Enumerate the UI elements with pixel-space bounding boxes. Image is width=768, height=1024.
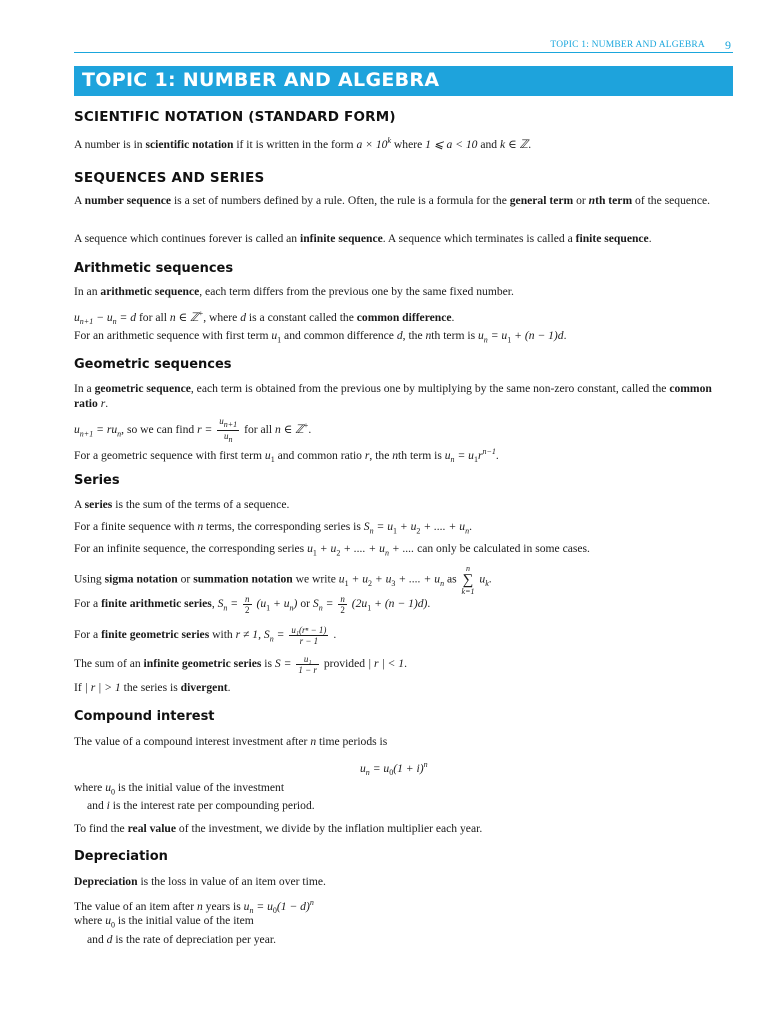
depreciation-and-line: and d is the rate of depreciation per year.	[87, 933, 276, 946]
depreciation-formula-line: The value of an item after n years is $u_n = u_0(1 - d)^n$	[74, 898, 314, 916]
infinite-geometric-formula: The sum of an infinite geometric series is S = $\frac{\text{u₁}}{1 - r}$ provided | r | < 1.	[74, 654, 407, 675]
scientific-notation-definition: A number is in scientific notation if it is written in the form $a \times 10^k$ where 1 ⩽ a < 10 and k ∈ ℤ.	[74, 136, 532, 151]
infinite-series-text: For an infinite sequence, the corresponding series $u_1 + u_2$ + .... + $u_n$ + .... can only be calculated in some cases.	[74, 542, 590, 558]
number-sequence-definition: A number sequence is a set of numbers defined by a rule. Often, the rule is a formula for the general term or nth term of the sequence.	[74, 194, 711, 207]
half-n-fraction: $\frac{n}{2}$	[245, 594, 250, 615]
arithmetic-definition: In an arithmetic sequence, each term differs from the previous one by the same fixed number.	[74, 285, 514, 298]
running-title: TOPIC 1: NUMBER AND ALGEBRA	[550, 40, 705, 50]
page-number: 9	[725, 38, 731, 52]
sequences-series-heading: SEQUENCES AND SERIES	[74, 170, 265, 186]
divergent-series-text: If | r | > 1 the series is divergent.	[74, 681, 231, 694]
geometric-definition: In a geometric sequence, each term is obtained from the previous one by multiplying by the same non-zero constant, called the common ratio r.	[74, 382, 712, 410]
half-n-fraction-2: $\frac{n}{2}$	[340, 594, 345, 615]
arithmetic-series-formula: For a finite arithmetic series, $S_n$ = $\frac{n}{2}$ $(u_1 + u_n)$ or $S_n$ = $\frac{n}{2}$ $(2u_1 + (n - 1)d)$.	[74, 594, 431, 615]
geometric-nth-term: For a geometric sequence with first term $u_1$ and common ratio r, the nth term is $u_n = u_1r^{n-1}$.	[74, 447, 499, 465]
depreciation-definition: Depreciation is the loss in value of an item over time.	[74, 875, 326, 888]
running-header	[74, 38, 733, 53]
series-heading: Series	[74, 473, 120, 488]
compound-and-line: and i is the interest rate per compounding period.	[87, 799, 315, 812]
sigma-notation-text: Using sigma notation or summation notation we write $u_1 + u_2 + u_3$ + .... + $u_n$ as n ∑ k=1 $u_k$.	[74, 564, 492, 596]
series-definition: A series is the sum of the terms of a sequence.	[74, 498, 290, 511]
real-value-text: To find the real value of the investment, we divide by the inflation multiplier each year.	[74, 822, 483, 835]
common-ratio-formula: $u_{n+1} = ru_n$, so we can find r = $\frac{u_{n+1}}{u_n}$ for all n ∈ ℤ+.	[74, 416, 312, 444]
compound-interest-formula: $u_n = u_0(1 + i)^n$	[360, 760, 428, 778]
compound-interest-heading: Compound interest	[74, 709, 215, 724]
finite-series-text: For a finite sequence with n terms, the corresponding series is $S_n = u_1 + u_2$ + .... + $u_n$.	[74, 520, 472, 536]
sigma-symbol: n ∑ k=1	[461, 564, 475, 596]
geometric-sequences-heading: Geometric sequences	[74, 357, 232, 372]
depreciation-heading: Depreciation	[74, 849, 168, 864]
arithmetic-nth-term: For an arithmetic sequence with first term $u_1$ and common difference d, the nth term is $u_n = u_1 + (n - 1)d$.	[74, 329, 567, 345]
ratio-fraction: $\frac{u_{n+1}}{u_n}$	[219, 416, 238, 444]
arithmetic-sequences-heading: Arithmetic sequences	[74, 261, 234, 276]
common-difference-formula: $u_{n+1} - u_n = d$ for all n ∈ ℤ+, where d is a constant called the common difference.	[74, 309, 455, 327]
compound-interest-intro: The value of a compound interest investment after n time periods is	[74, 735, 388, 748]
geometric-sum-fraction: $\frac{\text{u₁(rⁿ − 1)}}{r - 1}$	[291, 625, 327, 646]
topic-banner	[74, 66, 733, 96]
infinite-finite-sequence-text: A sequence which continues forever is called an infinite sequence. A sequence which terminates is called a finite sequence.	[74, 232, 652, 245]
depreciation-where-line: where $u_0$ is the initial value of the item	[74, 914, 254, 930]
scientific-notation-heading: SCIENTIFIC NOTATION (STANDARD FORM)	[74, 109, 396, 125]
geometric-series-formula: For a finite geometric series with r ≠ 1, $S_n$ = $\frac{\text{u₁(rⁿ − 1)}}{r - 1}$ .	[74, 625, 337, 646]
infinite-sum-fraction: $\frac{\text{u₁}}{1 - r}$	[298, 654, 317, 675]
topic-title: TOPIC 1: NUMBER AND ALGEBRA	[82, 69, 440, 91]
compound-where-line: where $u_0$ is the initial value of the investment	[74, 781, 285, 797]
